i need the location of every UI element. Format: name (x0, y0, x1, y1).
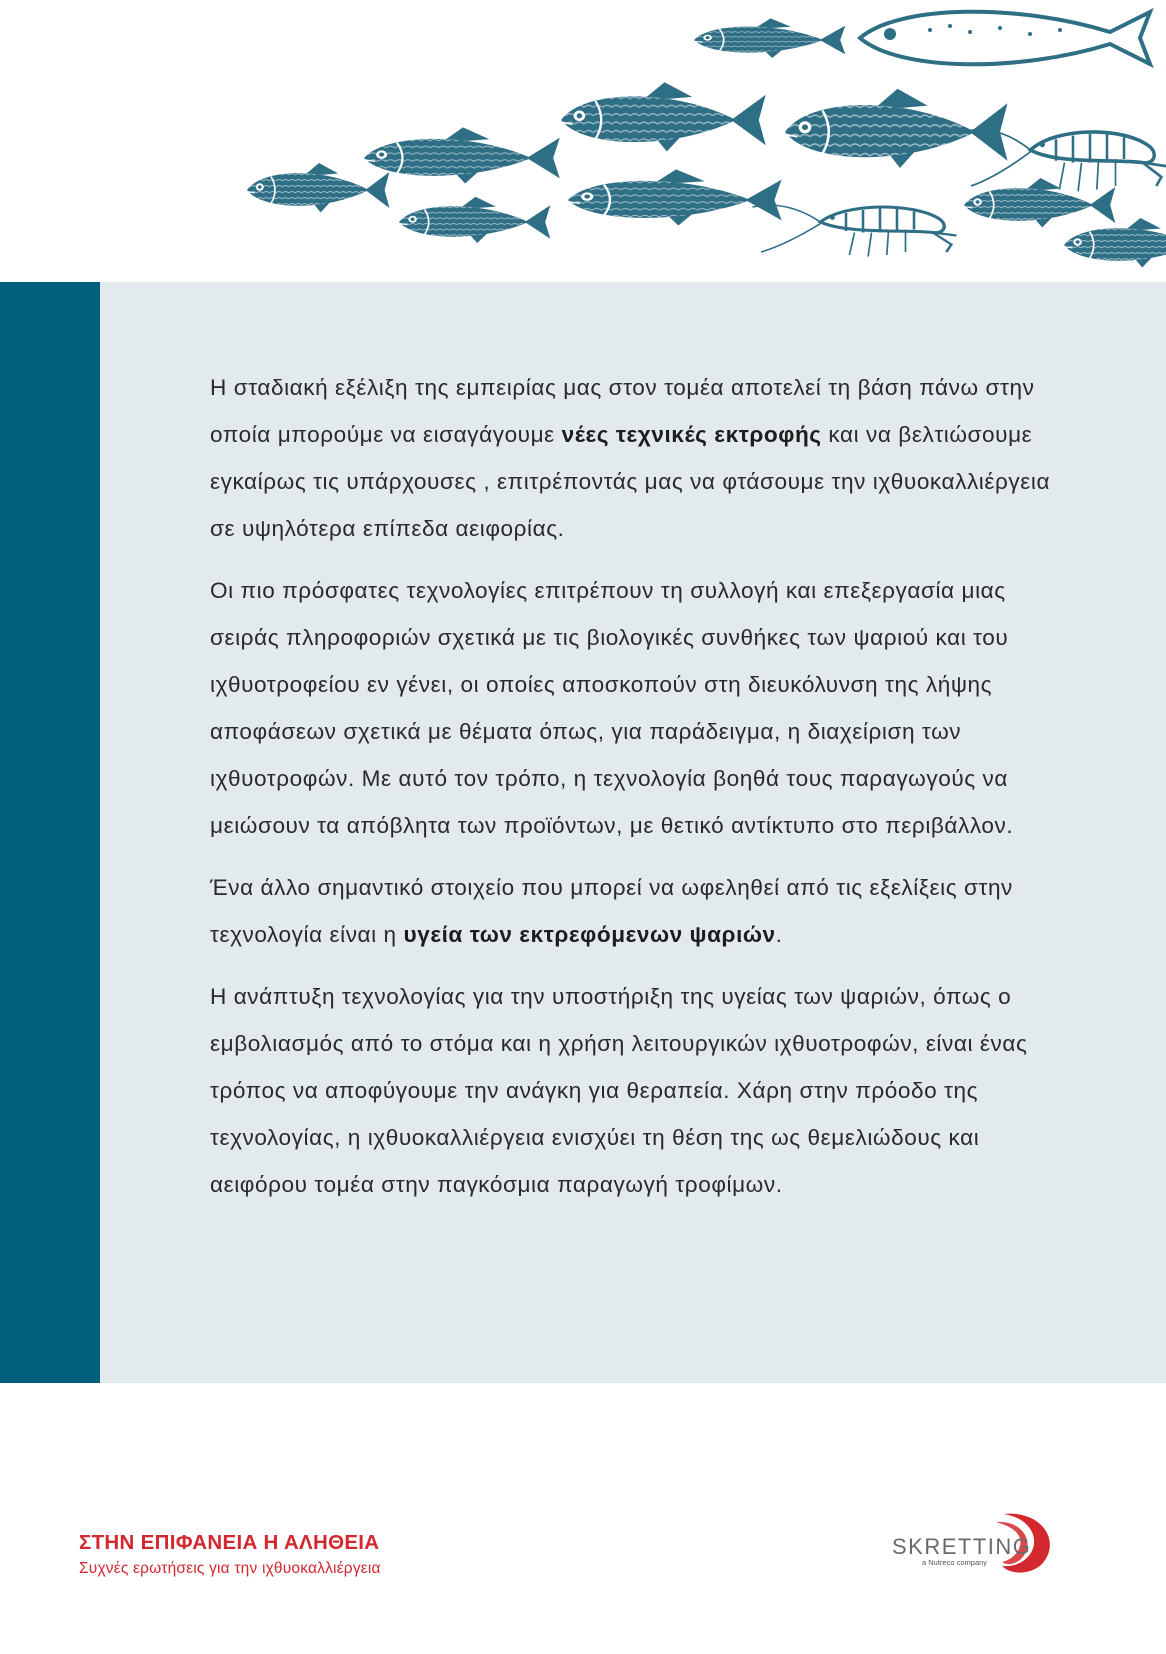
paragraph-text: Η σταδιακή εξέλιξη της εμπειρίας μας στον τομέα αποτελεί τη βάση πάνω στην οποία μπορούμε να εισαγάγουμε (210, 375, 1035, 447)
fish-illustration-header (0, 0, 1166, 290)
paragraph-text: Ένα άλλο σημαντικό στοιχείο που μπορεί να ωφεληθεί από τις εξελίξεις στην τεχνολογία είναι η (210, 875, 1013, 947)
emphasis-text: υγεία των εκτρεφόμενων ψαριών (403, 922, 776, 947)
side-accent-bar (0, 282, 100, 1383)
fish-icon (860, 12, 1150, 65)
paragraph-text: και να βελτιώσουμε εγκαίρως τις υπάρχουσες , επιτρέποντάς μας να φτάσουμε την ιχθυοκαλλιέργεια σε υψηλότερα επίπεδα αειφορίας. (210, 422, 1051, 541)
logo-wordmark: SKRETTING (892, 1534, 1032, 1559)
body-paragraph (210, 864, 1070, 958)
fish-icon (568, 169, 782, 225)
fish-icon (561, 82, 766, 151)
fish-icon (694, 18, 845, 58)
shrimp-icon (753, 205, 957, 256)
fish-icon (247, 163, 389, 213)
footer-subtitle: Συχνές ερωτήσεις για την ιχθυοκαλλιέργεια (79, 1560, 381, 1577)
body-text (210, 364, 1070, 1223)
body-paragraph (210, 973, 1070, 1208)
fish-icon (964, 178, 1115, 228)
body-paragraph (210, 364, 1070, 552)
fish-icon (364, 127, 560, 183)
paragraph-text: . (775, 922, 783, 947)
fish-icon (785, 89, 1008, 168)
skretting-logo (892, 1506, 1062, 1576)
paragraph-text: Η ανάπτυξη τεχνολογίας για την υποστήριξη της υγείας των ψαριών, όπως ο εμβολιασμός από το στόμα και η χρήση λειτουργικών ιχθυοτροφών, είναι ένας τρόπος να αποφύγουμε την ανάγκη για θεραπεία. Χάρη στην πρόοδο της τεχνολογίας, η ιχθυοκαλλιέργεια ενισχύει τη θέση της ως θεμελιώδους και αειφόρου τομέα στην παγκόσμια παραγωγή τροφίμων. (210, 984, 1028, 1197)
fish-icon (399, 197, 550, 243)
body-paragraph (210, 567, 1070, 849)
paragraph-text: Οι πιο πρόσφατες τεχνολογίες επιτρέπουν τη συλλογή και επεξεργασία μιας σειράς πληροφοριών σχετικά με τις βιολογικές συνθήκες των ψαριού και του ιχθυοτροφείου εν γένει, οι οποίες αποσκοπούν στη διευκόλυνση της λήψης αποφάσεων σχετικά με θέματα όπως, για παράδειγμα, η διαχείριση των ιχθυοτροφών. Με αυτό τον τρόπο, η τεχνολογία βοηθά τους παραγωγούς να μειώσουν τα απόβλητα των προϊόντων, με θετικό αντίκτυπο στο περιβάλλον. (210, 578, 1014, 838)
logo-tagline: a Nutreco company (922, 1558, 988, 1567)
footer-title: ΣΤΗΝ ΕΠΙΦΑΝΕΙΑ Η ΑΛΗΘΕΙΑ (79, 1531, 380, 1554)
emphasis-text: νέες τεχνικές εκτροφής (561, 422, 822, 447)
fish-icon (1064, 218, 1166, 268)
